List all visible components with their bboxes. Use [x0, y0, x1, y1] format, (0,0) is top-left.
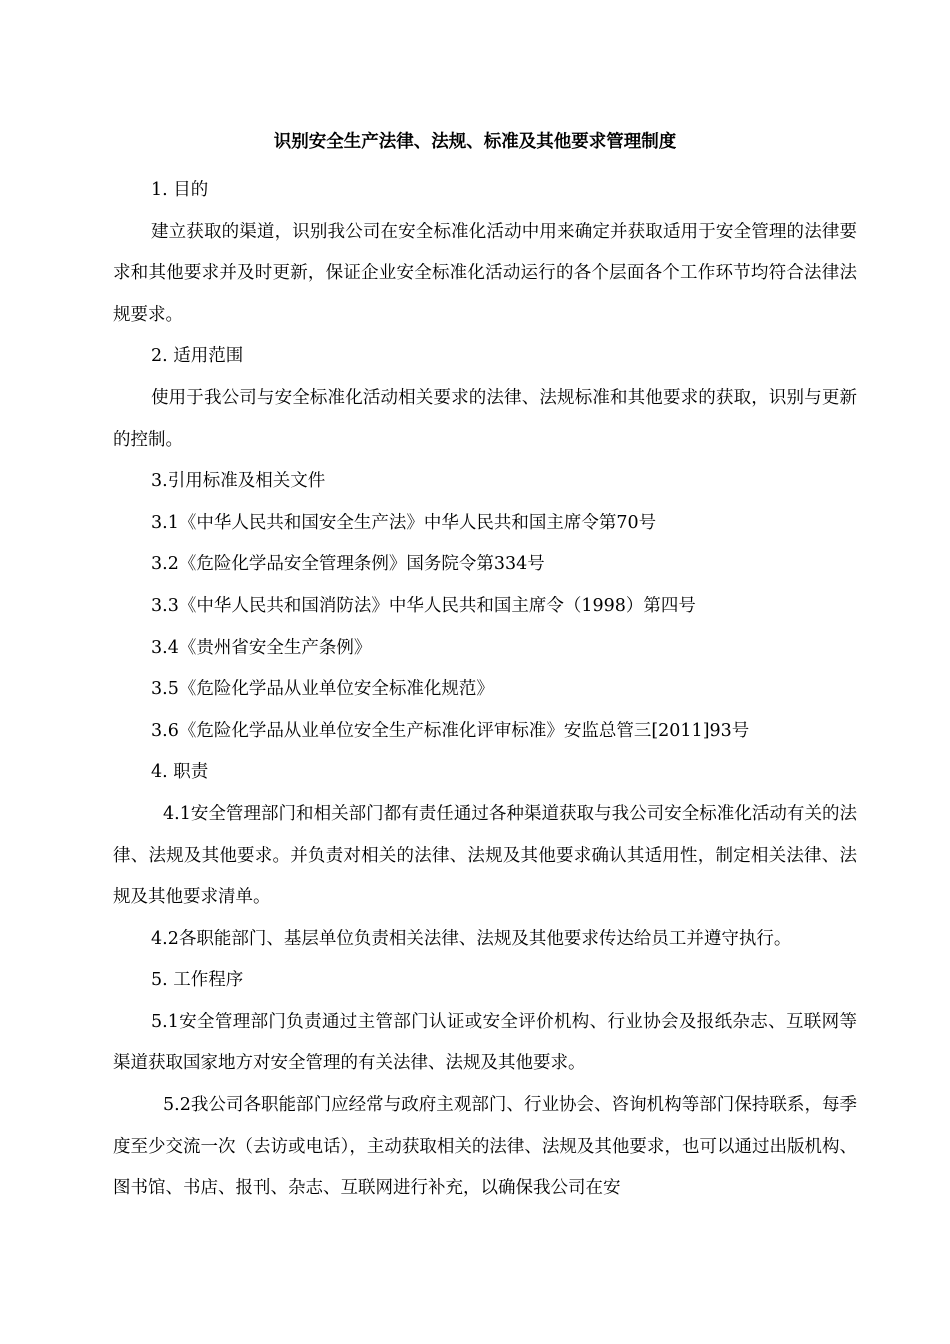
reference-item: 3.6《危险化学品从业单位安全生产标准化评审标准》安监总管三[2011]93号 — [151, 720, 750, 741]
paragraph-purpose: 建立获取的渠道，识别我公司在安全标准化活动中用来确定并获取适用于安全管理的法律要求和其他要求并及时更新，保证企业安全标准化活动运行的各个层面各个工作环节均符合法律法规要求。 — [113, 221, 857, 325]
paragraph-scope: 使用于我公司与安全标准化活动相关要求的法律、法规标准和其他要求的获取，识别与更新的控制。 — [113, 387, 857, 450]
section-heading-procedure: 5. 工作程序 — [151, 970, 244, 991]
reference-item: 3.1《中华人民共和国安全生产法》中华人民共和国主席令第70号 — [151, 512, 657, 533]
reference-item: 3.3《中华人民共和国消防法》中华人民共和国主席令（1998）第四号 — [151, 595, 696, 616]
document-title: 识别安全生产法律、法规、标准及其他要求管理制度 — [273, 132, 677, 152]
paragraph-procedure: 5.1安全管理部门负责通过主管部门认证或安全评价机构、行业协会及报纸杂志、互联网等渠道获取国家地方对安全管理的有关法律、法规及其他要求。 — [113, 1011, 857, 1074]
paragraph-responsibility: 4.2各职能部门、基层单位负责相关法律、法规及其他要求传达给员工并遵守执行。 — [151, 928, 792, 949]
section-heading-scope: 2. 适用范围 — [151, 346, 244, 367]
reference-item: 3.2《危险化学品安全管理条例》国务院令第334号 — [151, 554, 545, 575]
section-heading-responsibilities: 4. 职责 — [151, 762, 209, 783]
section-heading-references: 3.引用标准及相关文件 — [151, 471, 326, 492]
reference-item: 3.5《危险化学品从业单位安全标准化规范》 — [151, 679, 494, 700]
reference-item: 3.4《贵州省安全生产条例》 — [151, 637, 372, 658]
document-body — [113, 170, 857, 1210]
paragraph-procedure: 5.2我公司各职能部门应经常与政府主观部门、行业协会、咨询机构等部门保持联系，每季度至少交流一次（去访或电话），主动获取相关的法律、法规及其他要求，也可以通过出版机构、图书馆、书店、报刊、杂志、互联网进行补充，以确保我公司在安 — [113, 1095, 857, 1199]
paragraph-responsibility: 4.1安全管理部门和相关部门都有责任通过各种渠道获取与我公司安全标准化活动有关的法律、法规及其他要求。并负责对相关的法律、法规及其他要求确认其适用性，制定相关法律、法规及其他要求清单。 — [113, 803, 857, 908]
section-heading-purpose: 1. 目的 — [151, 180, 209, 200]
